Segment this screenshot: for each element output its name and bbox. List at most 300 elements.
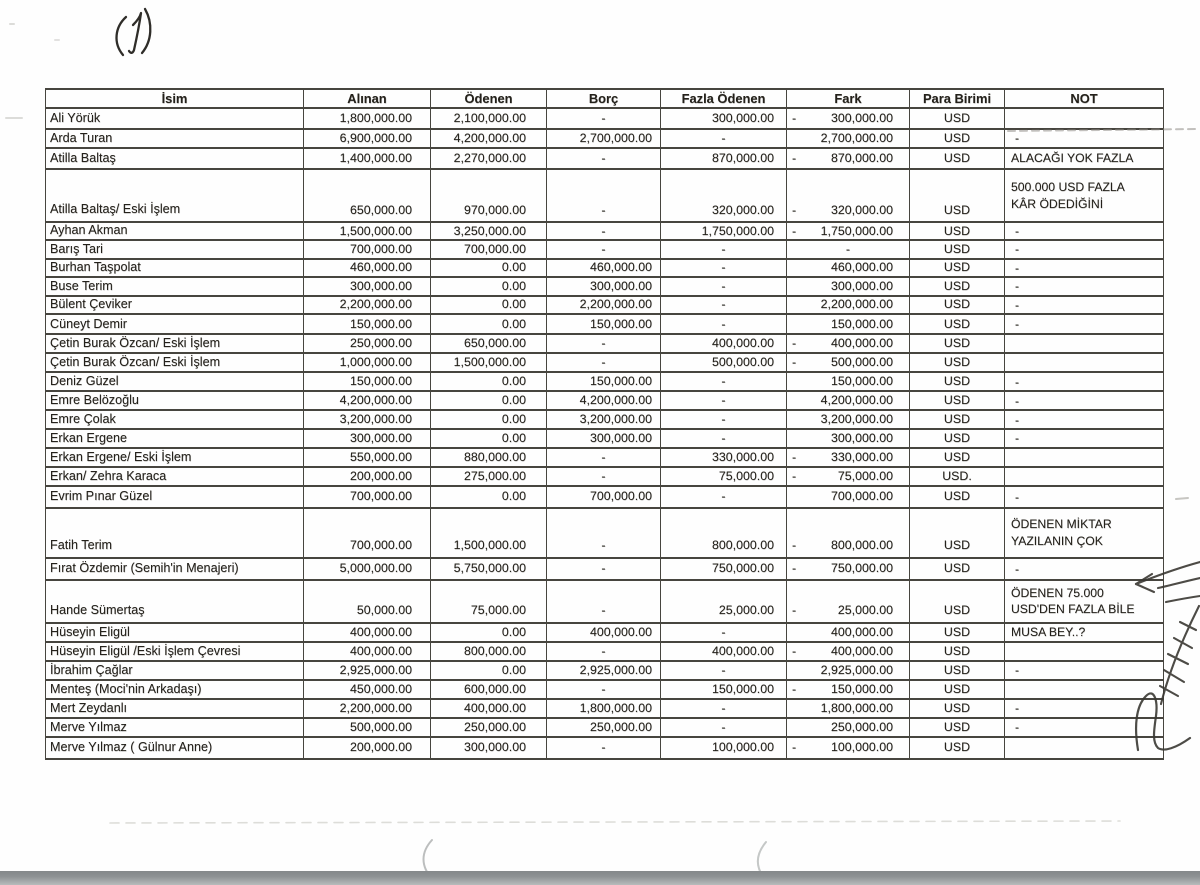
cell-fark [787, 169, 910, 222]
cell-borc: - [547, 467, 661, 486]
fark-minus-sign: - [792, 150, 797, 165]
cell-para-birimi: USD [910, 580, 1005, 623]
table-row [46, 737, 1164, 759]
cell-alinan: 500,000.00 [304, 718, 431, 737]
cell-fazla-odenen: - [661, 314, 787, 334]
cell-odenen: 275,000.00 [431, 467, 547, 486]
cell-not: - [1005, 661, 1164, 680]
fark-value: 25,000.00 [837, 603, 893, 618]
table-row [46, 314, 1164, 334]
cell-name: Emre Çolak [46, 410, 304, 429]
cell-borc: - [547, 580, 661, 623]
cell-alinan: 2,200,000.00 [304, 296, 431, 314]
cell-borc: 460,000.00 [547, 259, 661, 277]
cell-name: Atilla Baltaş/ Eski İşlem [46, 169, 304, 222]
cell-not: ALACAĞI YOK FAZLA [1005, 148, 1164, 169]
fark-value: 750,000.00 [830, 561, 893, 576]
cell-odenen: 4,200,000.00 [431, 129, 547, 148]
cell-name: Hande Sümertaş [46, 580, 304, 623]
cell-odenen: 0.00 [431, 259, 547, 277]
fark-minus-sign: - [792, 561, 797, 576]
cell-name: Fırat Özdemir (Semih'in Menajeri) [46, 558, 304, 580]
table-row [46, 391, 1164, 410]
cell-odenen: 250,000.00 [431, 718, 547, 737]
cell-para-birimi: USD [910, 391, 1005, 410]
cell-alinan: 300,000.00 [304, 429, 431, 447]
cell-odenen: 2,100,000.00 [431, 108, 547, 129]
cell-borc: 4,200,000.00 [547, 391, 661, 410]
cell-fark [787, 108, 910, 129]
cell-not: - [1005, 129, 1164, 148]
cell-alinan: 400,000.00 [304, 642, 431, 661]
cell-fazla-odenen: 320,000.00 [661, 169, 787, 222]
cell-odenen: 1,500,000.00 [431, 353, 547, 372]
cell-fark: 150,000.00 [787, 372, 910, 391]
cell-fazla-odenen: 400,000.00 [661, 334, 787, 353]
cell-odenen: 0.00 [431, 391, 547, 410]
column-header-fark: Fark [787, 89, 910, 108]
cell-borc: 2,200,000.00 [547, 296, 661, 314]
fark-value: 300,000.00 [830, 110, 893, 125]
cell-not: ÖDENEN MİKTAR YAZILANIN ÇOK [1005, 508, 1164, 558]
cell-odenen: 0.00 [431, 296, 547, 314]
table-row [46, 410, 1164, 429]
table-row [46, 623, 1164, 642]
fark-minus-sign: - [792, 449, 797, 464]
cell-alinan: 200,000.00 [304, 467, 431, 486]
cell-fark [787, 558, 910, 580]
cell-borc: 150,000.00 [547, 372, 661, 391]
table-row [46, 353, 1164, 372]
cell-borc: 2,700,000.00 [547, 129, 661, 148]
cell-borc: 1,800,000.00 [547, 699, 661, 718]
cell-odenen: 880,000.00 [431, 448, 547, 467]
cell-not: - [1005, 222, 1164, 240]
cell-fazla-odenen: - [661, 661, 787, 680]
cell-fazla-odenen: 500,000.00 [661, 353, 787, 372]
cell-para-birimi: USD [910, 240, 1005, 258]
table-row [46, 699, 1164, 718]
fark-value: 320,000.00 [830, 202, 893, 217]
cell-alinan: 2,200,000.00 [304, 699, 431, 718]
cell-fark [787, 467, 910, 486]
cell-alinan: 50,000.00 [304, 580, 431, 623]
cell-alinan: 5,000,000.00 [304, 558, 431, 580]
cell-borc: - [547, 558, 661, 580]
cell-odenen: 0.00 [431, 429, 547, 447]
cell-not: - [1005, 429, 1164, 447]
column-header-odenen: Ödenen [431, 89, 547, 108]
cell-para-birimi: USD [910, 148, 1005, 169]
cell-borc: 400,000.00 [547, 623, 661, 642]
fark-minus-sign: - [792, 223, 797, 238]
cell-borc: 700,000.00 [547, 486, 661, 508]
fark-value: 75,000.00 [837, 468, 893, 483]
table-row [46, 448, 1164, 467]
cell-para-birimi: USD [910, 558, 1005, 580]
fark-value: 400,000.00 [830, 336, 893, 351]
fark-minus-sign: - [792, 202, 797, 217]
cell-para-birimi: USD [910, 623, 1005, 642]
fark-minus-sign: - [792, 681, 797, 696]
cell-name: Bülent Çeviker [46, 296, 304, 314]
table-row [46, 240, 1164, 258]
cell-odenen: 300,000.00 [431, 737, 547, 759]
cell-para-birimi: USD [910, 222, 1005, 240]
cell-not: - [1005, 718, 1164, 737]
table-row [46, 661, 1164, 680]
payments-table [45, 88, 1164, 760]
cell-fazla-odenen: - [661, 277, 787, 295]
cell-alinan: 3,200,000.00 [304, 410, 431, 429]
table-row [46, 277, 1164, 295]
cell-fark [787, 580, 910, 623]
cell-fark: 300,000.00 [787, 429, 910, 447]
cell-borc: 250,000.00 [547, 718, 661, 737]
cell-not [1005, 108, 1164, 129]
cell-name: Hüseyin Eligül [46, 623, 304, 642]
cell-para-birimi: USD [910, 699, 1005, 718]
cell-para-birimi: USD [910, 314, 1005, 334]
cell-para-birimi: USD [910, 661, 1005, 680]
cell-name: Ayhan Akman [46, 222, 304, 240]
cell-name: Atilla Baltaş [46, 148, 304, 169]
cell-not: - [1005, 558, 1164, 580]
cell-para-birimi: USD [910, 410, 1005, 429]
cell-fark [787, 642, 910, 661]
cell-borc: - [547, 334, 661, 353]
cell-fazla-odenen: - [661, 718, 787, 737]
cell-fark [787, 334, 910, 353]
cell-name: Evrim Pınar Güzel [46, 486, 304, 508]
table-row [46, 222, 1164, 240]
cell-not: 500.000 USD FAZLA KÂR ÖDEDİĞİNİ [1005, 169, 1164, 222]
cell-odenen: 800,000.00 [431, 642, 547, 661]
table-row [46, 718, 1164, 737]
cell-para-birimi: USD [910, 486, 1005, 508]
cell-not: - [1005, 240, 1164, 258]
page-number-mark [117, 9, 151, 55]
cell-odenen: 970,000.00 [431, 169, 547, 222]
cell-name: Çetin Burak Özcan/ Eski İşlem [46, 353, 304, 372]
cell-para-birimi: USD [910, 448, 1005, 467]
cell-borc: - [547, 508, 661, 558]
fark-minus-sign: - [792, 603, 797, 618]
cell-para-birimi: USD [910, 259, 1005, 277]
cell-para-birimi: USD [910, 737, 1005, 759]
cell-fark: 150,000.00 [787, 314, 910, 334]
cell-para-birimi: USD [910, 108, 1005, 129]
table-row [46, 148, 1164, 169]
cell-borc: - [547, 169, 661, 222]
cell-fazla-odenen: 150,000.00 [661, 680, 787, 699]
cell-name: Çetin Burak Özcan/ Eski İşlem [46, 334, 304, 353]
cell-fark [787, 448, 910, 467]
cell-fark: 460,000.00 [787, 259, 910, 277]
cell-para-birimi: USD [910, 680, 1005, 699]
cell-name: İbrahim Çağlar [46, 661, 304, 680]
cell-fazla-odenen: 400,000.00 [661, 642, 787, 661]
fark-minus-sign: - [792, 538, 797, 553]
table-row [46, 680, 1164, 699]
cell-not: - [1005, 296, 1164, 314]
cell-not: - [1005, 314, 1164, 334]
cell-not: - [1005, 277, 1164, 295]
cell-fark: 300,000.00 [787, 277, 910, 295]
cell-odenen: 2,270,000.00 [431, 148, 547, 169]
cell-name: Deniz Güzel [46, 372, 304, 391]
cell-odenen: 650,000.00 [431, 334, 547, 353]
column-header-not: NOT [1005, 89, 1164, 108]
cell-fazla-odenen: - [661, 240, 787, 258]
cell-fazla-odenen: 1,750,000.00 [661, 222, 787, 240]
cell-fazla-odenen: - [661, 372, 787, 391]
cell-para-birimi: USD [910, 296, 1005, 314]
cell-alinan: 450,000.00 [304, 680, 431, 699]
cell-fark [787, 680, 910, 699]
cell-para-birimi: USD [910, 429, 1005, 447]
cell-name: Fatih Terim [46, 508, 304, 558]
cell-not: - [1005, 391, 1164, 410]
cell-not: - [1005, 410, 1164, 429]
cell-fark [787, 148, 910, 169]
cell-alinan: 250,000.00 [304, 334, 431, 353]
cell-alinan: 1,400,000.00 [304, 148, 431, 169]
fark-minus-sign: - [792, 336, 797, 351]
cell-alinan: 1,800,000.00 [304, 108, 431, 129]
cell-alinan: 650,000.00 [304, 169, 431, 222]
cell-not [1005, 680, 1164, 699]
cell-odenen: 0.00 [431, 277, 547, 295]
cell-not [1005, 334, 1164, 353]
handwritten-scribble-feather [1160, 606, 1199, 704]
cell-alinan: 700,000.00 [304, 508, 431, 558]
fark-value: 800,000.00 [830, 538, 893, 553]
table-row [46, 429, 1164, 447]
cell-fazla-odenen: 750,000.00 [661, 558, 787, 580]
cell-fark: 250,000.00 [787, 718, 910, 737]
cell-not: - [1005, 486, 1164, 508]
table-row [46, 467, 1164, 486]
cell-fark: 2,925,000.00 [787, 661, 910, 680]
cell-fark: - [787, 240, 910, 258]
table-row [46, 558, 1164, 580]
cell-fazla-odenen: - [661, 486, 787, 508]
fark-value: 500,000.00 [830, 355, 893, 370]
column-header-para-birimi: Para Birimi [910, 89, 1005, 108]
cell-odenen: 600,000.00 [431, 680, 547, 699]
cell-odenen: 700,000.00 [431, 240, 547, 258]
cell-odenen: 0.00 [431, 623, 547, 642]
fark-value: 150,000.00 [830, 681, 893, 696]
cell-alinan: 700,000.00 [304, 240, 431, 258]
cell-fazla-odenen: 100,000.00 [661, 737, 787, 759]
column-header-alinan: Alınan [304, 89, 431, 108]
cell-borc: - [547, 680, 661, 699]
cell-fazla-odenen: 870,000.00 [661, 148, 787, 169]
cell-alinan: 300,000.00 [304, 277, 431, 295]
cell-fazla-odenen: - [661, 259, 787, 277]
cell-not [1005, 448, 1164, 467]
cell-odenen: 400,000.00 [431, 699, 547, 718]
cell-name: Emre Belözoğlu [46, 391, 304, 410]
scan-edge-shadow [0, 871, 1200, 885]
cell-not: - [1005, 259, 1164, 277]
cell-borc: 2,925,000.00 [547, 661, 661, 680]
cell-not: MUSA BEY..? [1005, 623, 1164, 642]
table-row [46, 296, 1164, 314]
cell-name: Menteş (Moci'nin Arkadaşı) [46, 680, 304, 699]
cell-name: Barış Tari [46, 240, 304, 258]
cell-fark: 3,200,000.00 [787, 410, 910, 429]
cell-not: - [1005, 372, 1164, 391]
cell-fazla-odenen: - [661, 391, 787, 410]
cell-alinan: 150,000.00 [304, 372, 431, 391]
cell-borc: - [547, 222, 661, 240]
cell-alinan: 150,000.00 [304, 314, 431, 334]
cell-fark [787, 737, 910, 759]
cell-odenen: 3,250,000.00 [431, 222, 547, 240]
cell-name: Arda Turan [46, 129, 304, 148]
cell-borc: - [547, 148, 661, 169]
cell-para-birimi: USD [910, 372, 1005, 391]
cell-fark: 400,000.00 [787, 623, 910, 642]
cell-borc: - [547, 642, 661, 661]
cell-odenen: 0.00 [431, 314, 547, 334]
cell-fark [787, 222, 910, 240]
cell-alinan: 550,000.00 [304, 448, 431, 467]
cell-not [1005, 642, 1164, 661]
fark-value: 870,000.00 [830, 150, 893, 165]
table-row [46, 169, 1164, 222]
cell-para-birimi: USD [910, 353, 1005, 372]
table-row [46, 580, 1164, 623]
cell-borc: - [547, 448, 661, 467]
cell-name: Erkan Ergene/ Eski İşlem [46, 448, 304, 467]
table-body [46, 108, 1164, 759]
cell-odenen: 0.00 [431, 372, 547, 391]
cell-fazla-odenen: 800,000.00 [661, 508, 787, 558]
cell-fazla-odenen: - [661, 699, 787, 718]
cell-para-birimi: USD [910, 277, 1005, 295]
cell-para-birimi: USD [910, 169, 1005, 222]
table-row [46, 259, 1164, 277]
fark-value: 330,000.00 [830, 449, 893, 464]
cell-fark [787, 508, 910, 558]
cell-fazla-odenen: 25,000.00 [661, 580, 787, 623]
column-header-isim: İsim [46, 89, 304, 108]
cell-fazla-odenen: - [661, 129, 787, 148]
cell-alinan: 400,000.00 [304, 623, 431, 642]
cell-fazla-odenen: - [661, 296, 787, 314]
cell-fark: 700,000.00 [787, 486, 910, 508]
column-header-borc: Borç [547, 89, 661, 108]
fark-minus-sign: - [792, 643, 797, 658]
cell-para-birimi: USD [910, 642, 1005, 661]
cell-alinan: 460,000.00 [304, 259, 431, 277]
cell-alinan: 700,000.00 [304, 486, 431, 508]
cell-name: Cüneyt Demir [46, 314, 304, 334]
cell-not [1005, 353, 1164, 372]
cell-odenen: 0.00 [431, 410, 547, 429]
table-row [46, 508, 1164, 558]
fark-value: 100,000.00 [830, 740, 893, 755]
cell-odenen: 0.00 [431, 661, 547, 680]
cell-fark: 4,200,000.00 [787, 391, 910, 410]
cell-fazla-odenen: 330,000.00 [661, 448, 787, 467]
cell-para-birimi: USD [910, 129, 1005, 148]
cell-not: - [1005, 699, 1164, 718]
cell-name: Erkan Ergene [46, 429, 304, 447]
cell-name: Merve Yılmaz [46, 718, 304, 737]
cell-alinan: 1,500,000.00 [304, 222, 431, 240]
cell-fazla-odenen: 75,000.00 [661, 467, 787, 486]
fark-value: 1,750,000.00 [820, 223, 893, 238]
cell-borc: 300,000.00 [547, 429, 661, 447]
table-row [46, 486, 1164, 508]
table-header-row [46, 89, 1164, 108]
cell-borc: - [547, 737, 661, 759]
cell-para-birimi: USD [910, 508, 1005, 558]
cell-borc: 3,200,000.00 [547, 410, 661, 429]
cell-alinan: 4,200,000.00 [304, 391, 431, 410]
cell-odenen: 0.00 [431, 486, 547, 508]
cell-odenen: 5,750,000.00 [431, 558, 547, 580]
table-row [46, 129, 1164, 148]
cell-name: Erkan/ Zehra Karaca [46, 467, 304, 486]
cell-odenen: 75,000.00 [431, 580, 547, 623]
cell-fazla-odenen: - [661, 429, 787, 447]
cell-borc: 150,000.00 [547, 314, 661, 334]
cell-fark: 2,200,000.00 [787, 296, 910, 314]
fark-minus-sign: - [792, 355, 797, 370]
cell-name: Merve Yılmaz ( Gülnur Anne) [46, 737, 304, 759]
cell-name: Ali Yörük [46, 108, 304, 129]
cell-odenen: 1,500,000.00 [431, 508, 547, 558]
table-row [46, 108, 1164, 129]
cell-fark: 2,700,000.00 [787, 129, 910, 148]
cell-para-birimi: USD. [910, 467, 1005, 486]
table-row [46, 372, 1164, 391]
fark-value: 400,000.00 [830, 643, 893, 658]
cell-not [1005, 737, 1164, 759]
cell-name: Hüseyin Eligül /Eski İşlem Çevresi [46, 642, 304, 661]
cell-fark [787, 353, 910, 372]
cell-fark: 1,800,000.00 [787, 699, 910, 718]
cell-borc: 300,000.00 [547, 277, 661, 295]
cell-alinan: 200,000.00 [304, 737, 431, 759]
cell-fazla-odenen: 300,000.00 [661, 108, 787, 129]
cell-not: ÖDENEN 75.000 USD'DEN FAZLA BİLE [1005, 580, 1164, 623]
fark-minus-sign: - [792, 110, 797, 125]
table-row [46, 334, 1164, 353]
fark-minus-sign: - [792, 740, 797, 755]
cell-alinan: 6,900,000.00 [304, 129, 431, 148]
cell-name: Mert Zeydanlı [46, 699, 304, 718]
table-row [46, 642, 1164, 661]
cell-para-birimi: USD [910, 334, 1005, 353]
cell-fazla-odenen: - [661, 410, 787, 429]
cell-not [1005, 467, 1164, 486]
cell-para-birimi: USD [910, 718, 1005, 737]
cell-alinan: 1,000,000.00 [304, 353, 431, 372]
cell-borc: - [547, 240, 661, 258]
cell-name: Buse Terim [46, 277, 304, 295]
cell-name: Burhan Taşpolat [46, 259, 304, 277]
column-header-fazla-odenen: Fazla Ödenen [661, 89, 787, 108]
cell-alinan: 2,925,000.00 [304, 661, 431, 680]
fark-minus-sign: - [792, 468, 797, 483]
